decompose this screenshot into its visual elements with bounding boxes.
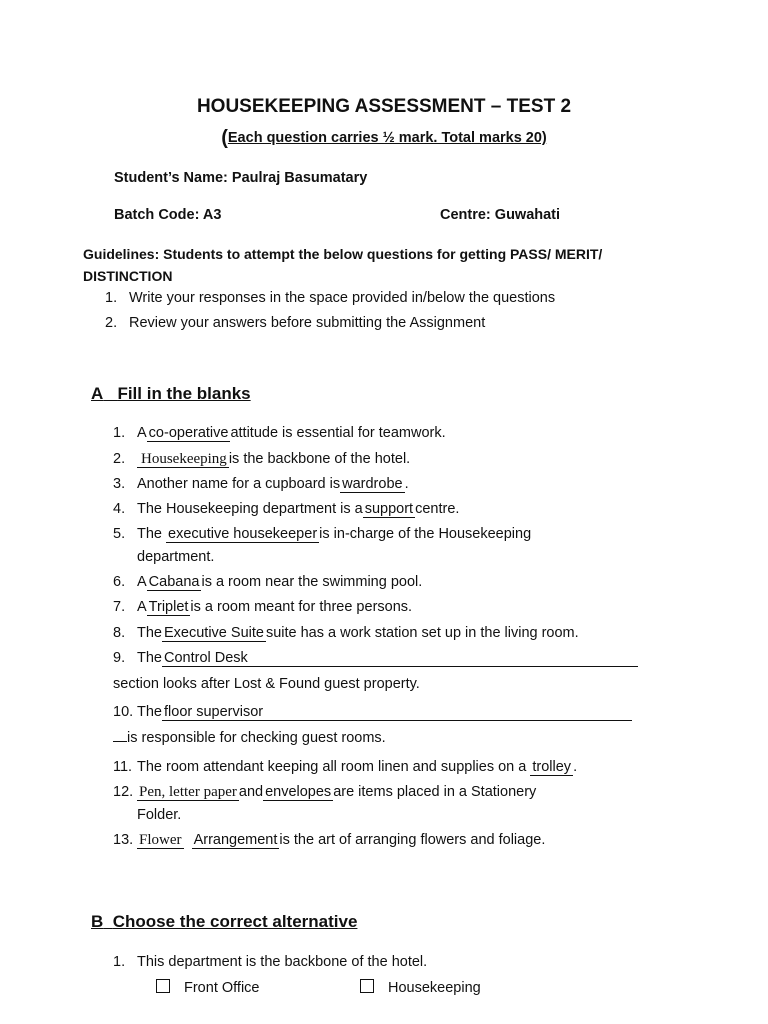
question-a5-continued: department.	[137, 549, 215, 565]
question-text: The	[137, 526, 167, 542]
guidelines-line1: Guidelines: Students to attempt the below questions for getting PASS/ MERIT/	[83, 246, 603, 262]
answer-blank[interactable]: wardrobe	[342, 476, 403, 492]
question-a12	[113, 784, 536, 801]
question-number: 2.	[113, 451, 126, 467]
answer-blank[interactable]: Pen, letter paper	[139, 784, 237, 800]
question-a8	[113, 625, 579, 642]
question-text: is the art of arranging flowers and foliage.	[279, 832, 546, 848]
guidelines-line2: DISTINCTION	[83, 268, 173, 284]
section-a-title: Fill in the blanks	[117, 384, 251, 403]
checkbox[interactable]	[156, 979, 170, 993]
section-a-heading	[91, 384, 251, 404]
guideline-text: Write your responses in the space provided in/below the questions	[129, 290, 556, 306]
question-number: 1.	[113, 425, 126, 441]
answer-blank[interactable]: Control Desk	[162, 651, 638, 667]
question-number: 13.	[113, 832, 134, 848]
question-a10-continued	[113, 730, 386, 746]
question-number: 10.	[113, 704, 134, 720]
question-a6	[113, 574, 422, 591]
question-number: 12.	[113, 784, 134, 800]
answer-blank[interactable]: Flower	[139, 832, 182, 848]
guideline-item	[105, 315, 485, 331]
guideline-number: 2.	[105, 315, 118, 331]
question-text: are items placed in a Stationery	[333, 784, 537, 800]
answer-blank[interactable]: Arrangement	[193, 832, 278, 848]
question-number: 5.	[113, 526, 126, 542]
question-number: 6.	[113, 574, 126, 590]
answer-blank[interactable]: trolley	[532, 759, 572, 775]
question-a7	[113, 599, 412, 616]
question-a12-continued: Folder.	[137, 807, 182, 823]
answer-blank[interactable]: floor supervisor	[162, 705, 632, 721]
option-housekeeping[interactable]	[360, 979, 481, 996]
answer-blank[interactable]: Executive Suite	[164, 625, 264, 641]
document-title: HOUSEKEEPING ASSESSMENT – TEST 2	[196, 96, 572, 117]
section-b-letter: B	[91, 912, 104, 931]
question-text: attitude is essential for teamwork.	[230, 425, 446, 441]
question-a9	[113, 650, 638, 667]
question-number: 3.	[113, 476, 126, 492]
question-text: and	[238, 784, 264, 800]
answer-blank[interactable]: Triplet	[148, 599, 189, 615]
question-a3	[113, 476, 409, 493]
question-a4	[113, 501, 459, 518]
section-b-title: Choose the correct alternative	[112, 912, 358, 931]
question-text: is in-charge of the Housekeeping	[319, 526, 532, 542]
question-text: Another name for a cupboard is	[137, 476, 341, 492]
question-text: A	[137, 574, 147, 590]
answer-blank[interactable]: Cabana	[148, 574, 200, 590]
question-number: 9.	[113, 650, 126, 666]
question-number: 1.	[113, 954, 126, 970]
question-b1	[113, 954, 427, 970]
question-text: is a room near the swimming pool.	[201, 574, 423, 590]
question-text: suite has a work station set up in the living room.	[265, 625, 579, 641]
question-a9-continued: section looks after Lost & Found guest property.	[113, 676, 420, 692]
question-a13	[113, 832, 545, 849]
question-a5	[113, 526, 531, 543]
batch-code: Batch Code: A3	[114, 207, 222, 223]
question-text: is the backbone of the hotel.	[228, 451, 411, 467]
marks-info	[0, 127, 768, 150]
question-text: .	[404, 476, 409, 492]
question-a10	[113, 704, 632, 721]
question-text: A	[137, 425, 147, 441]
question-text: The	[137, 625, 162, 641]
student-name: Student’s Name: Paulraj Basumatary	[114, 170, 368, 186]
answer-blank[interactable]: co-operative	[148, 425, 229, 441]
question-text: This department is the backbone of the hotel.	[137, 954, 428, 970]
question-number: 11.	[113, 759, 133, 775]
question-a11	[113, 759, 577, 776]
question-text: is responsible for checking guest rooms.	[127, 730, 386, 746]
answer-blank[interactable]: envelopes	[265, 784, 332, 800]
option-label: Front Office	[184, 980, 260, 996]
question-text: is a room meant for three persons.	[190, 599, 413, 615]
question-a1	[113, 425, 446, 442]
guideline-item	[105, 290, 555, 306]
question-number: 7.	[113, 599, 126, 615]
question-text: The room attendant keeping all room linen and supplies on a	[137, 759, 531, 775]
section-a-letter: A	[91, 384, 104, 403]
question-text: centre.	[415, 501, 460, 517]
question-text: The	[137, 650, 162, 666]
answer-blank[interactable]: Housekeeping	[137, 452, 229, 468]
question-text: A	[137, 599, 147, 615]
option-label: Housekeeping	[388, 980, 481, 996]
marks-info-text: Each question carries ½ mark. Total marks 20)	[227, 130, 547, 146]
marks-info-paren: (	[221, 127, 228, 149]
question-text: The Housekeeping department is a	[137, 501, 363, 517]
question-number: 8.	[113, 625, 126, 641]
question-text: .	[573, 759, 578, 775]
centre: Centre: Guwahati	[440, 207, 561, 223]
guideline-number: 1.	[105, 290, 118, 306]
guideline-text: Review your answers before submitting the Assignment	[129, 315, 486, 331]
answer-blank[interactable]: executive housekeeper	[168, 526, 318, 542]
question-a2	[113, 451, 410, 468]
checkbox[interactable]	[360, 979, 374, 993]
question-number: 4.	[113, 501, 126, 517]
section-b-heading	[91, 912, 357, 932]
answer-blank[interactable]: support	[364, 501, 414, 517]
option-front-office[interactable]	[156, 979, 259, 996]
question-text: The	[137, 704, 162, 720]
answer-blank-tail[interactable]	[113, 741, 127, 742]
